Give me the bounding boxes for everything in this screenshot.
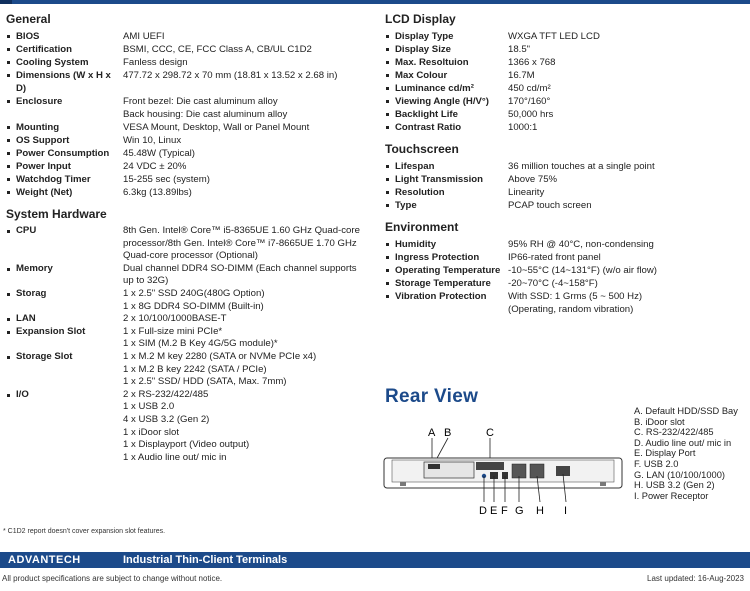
idoor-slot <box>428 464 440 469</box>
spec-label: Lifespan <box>385 160 508 173</box>
spec-label: Operating Temperature <box>385 264 508 277</box>
spec-row <box>385 264 747 277</box>
callout-letter: F <box>501 505 508 517</box>
environment-section <box>385 220 747 316</box>
spec-value: 1 x Full-size mini PCIe* 1 x SIM (M.2 B Key 4G/5G module)* <box>123 325 278 350</box>
legend-item: B. iDoor slot <box>634 416 685 427</box>
spec-row <box>385 95 747 108</box>
spec-row <box>385 251 747 264</box>
spec-row <box>6 56 378 69</box>
spec-value: 2 x RS-232/422/485 1 x USB 2.0 4 x USB 3.2 (Gen 2) 1 x iDoor slot 1 x Displayport (Video output) 1 x Audio line out/ mic in <box>123 388 250 463</box>
spec-row <box>385 277 747 290</box>
legend-item: I. Power Receptor <box>634 490 709 501</box>
spec-row <box>385 186 747 199</box>
callout-letter: A <box>428 427 436 439</box>
legend-item: H. USB 3.2 (Gen 2) <box>634 480 715 491</box>
section-title: LCD Display <box>385 12 456 26</box>
spec-label: Dimensions (W x H x D) <box>6 69 123 95</box>
callout-letter: G <box>515 505 524 517</box>
usb3-ports <box>530 464 544 478</box>
spec-row <box>6 147 378 160</box>
rear-view-diagram <box>380 424 630 520</box>
system-hardware-section <box>6 207 378 464</box>
spec-label: Viewing Angle (H/V°) <box>385 95 508 108</box>
callout-letter: B <box>444 427 452 439</box>
spec-value: AMI UEFI <box>123 31 165 42</box>
spec-value: Front bezel: Die cast aluminum alloy Back housing: Die cast aluminum alloy <box>123 96 288 120</box>
spec-row <box>6 160 378 173</box>
top-accent-notch <box>0 0 12 4</box>
spec-value: Linearity <box>508 187 545 198</box>
spec-value: 2 x 10/100/1000BASE-T <box>123 313 227 325</box>
right-column <box>385 12 747 324</box>
spec-row <box>385 290 747 316</box>
spec-value: 95% RH @ 40°C, non-condensing <box>508 239 654 250</box>
callout-letter: D <box>479 505 487 517</box>
spec-label: Humidity <box>385 238 508 251</box>
spec-value: Fanless design <box>123 57 188 68</box>
spec-value: VESA Mount, Desktop, Wall or Panel Mount <box>123 122 310 133</box>
legend-item: A. Default HDD/SSD Bay <box>634 406 738 416</box>
spec-value: 170°/160° <box>508 96 551 107</box>
callout-line <box>436 438 448 460</box>
spec-label: Enclosure <box>6 95 123 121</box>
spec-label: LAN <box>6 313 123 326</box>
spec-row <box>385 108 747 121</box>
spec-row <box>385 199 747 212</box>
spec-label: Memory <box>6 263 123 288</box>
spec-row <box>6 43 378 56</box>
spec-row <box>6 225 378 263</box>
spec-value: -20~70°C (-4~158°F) <box>508 278 598 289</box>
footnote: * C1D2 report doesn't cover expansion slot features. <box>3 528 166 535</box>
spec-row <box>6 121 378 134</box>
legend-item: G. LAN (10/100/1000) <box>634 469 725 480</box>
spec-label: OS Support <box>6 134 123 147</box>
spec-row <box>6 186 378 199</box>
spec-row <box>385 30 747 43</box>
legend-item: C. RS-232/422/485 <box>634 427 714 438</box>
spec-value: 24 VDC ± 20% <box>123 161 187 172</box>
rear-view-legend <box>634 406 738 501</box>
spec-row <box>385 238 747 251</box>
spec-value: 36 million touches at a single point <box>508 161 655 172</box>
spec-label: Display Type <box>385 30 508 43</box>
spec-row <box>6 326 378 351</box>
spec-value: PCAP touch screen <box>508 200 592 211</box>
spec-label: Max Colour <box>385 69 508 82</box>
spec-value: 45.48W (Typical) <box>123 148 195 159</box>
spec-label: Cooling System <box>6 56 123 69</box>
spec-label: Storage Temperature <box>385 277 508 290</box>
rs232-port <box>476 462 504 470</box>
spec-row <box>6 263 378 288</box>
disclaimer: All product specifications are subject to change without notice. <box>2 574 223 583</box>
spec-label: Contrast Ratio <box>385 121 508 134</box>
spec-label: Vibration Protection <box>385 290 508 316</box>
spec-value: Above 75% <box>508 174 558 185</box>
device-foot <box>600 482 606 486</box>
spec-row <box>6 95 378 121</box>
spec-label: Mounting <box>6 121 123 134</box>
spec-label: Ingress Protection <box>385 251 508 264</box>
spec-row <box>385 173 747 186</box>
section-title: General <box>6 12 51 26</box>
footer-bar <box>0 552 750 568</box>
last-updated: Last updated: 16-Aug-2023 <box>647 574 744 583</box>
legend-item: E. Display Port <box>634 448 696 459</box>
spec-value: WXGA TFT LED LCD <box>508 31 600 42</box>
spec-label: Expansion Slot <box>6 326 123 351</box>
spec-value: IP66-rated front panel <box>508 252 601 263</box>
callout-letter: I <box>564 505 568 517</box>
spec-label: Storage Slot <box>6 351 123 389</box>
device-foot <box>400 482 406 486</box>
spec-row <box>6 30 378 43</box>
spec-row <box>385 121 747 134</box>
section-title: Touchscreen <box>385 142 459 156</box>
spec-row <box>385 160 747 173</box>
spec-label: Storag <box>6 288 123 313</box>
spec-row <box>6 389 378 465</box>
spec-row <box>6 69 378 95</box>
touchscreen-section <box>385 142 747 212</box>
callout-letter: C <box>486 427 494 439</box>
spec-label: BIOS <box>6 30 123 43</box>
spec-value: -10~55°C (14~131°F) (w/o air flow) <box>508 265 657 276</box>
spec-value: 18.5" <box>508 44 531 55</box>
legend-item: D. Audio line out/ mic in <box>634 437 732 448</box>
spec-label: Display Size <box>385 43 508 56</box>
spec-value: 1366 x 768 <box>508 57 556 68</box>
spec-label: CPU <box>6 225 123 263</box>
spec-label: Watchdog Timer <box>6 173 123 186</box>
spec-value: With SSD: 1 Grms (5 ~ 500 Hz) (Operating, random vibration) <box>508 291 643 315</box>
lan-ports <box>512 464 526 478</box>
product-line-title: Industrial Thin-Client Terminals <box>123 554 288 566</box>
spec-label: Resolution <box>385 186 508 199</box>
spec-value: 1 x 2.5" SSD 240G(480G Option) 1 x 8G DDR4 SO-DIMM (Built-in) <box>123 287 265 312</box>
spec-label: Type <box>385 199 508 212</box>
spec-label: Certification <box>6 43 123 56</box>
spec-value: 15-255 sec (system) <box>123 174 210 185</box>
spec-value: 6.3kg (13.89lbs) <box>123 187 192 198</box>
spec-value: 50,000 hrs <box>508 109 554 120</box>
spec-row <box>6 288 378 313</box>
lcd-display-section <box>385 12 747 134</box>
spec-row <box>6 313 378 326</box>
spec-value: 477.72 x 298.72 x 70 mm (18.81 x 13.52 x 2.68 in) <box>123 70 338 81</box>
rear-view-title: Rear View <box>385 386 479 407</box>
spec-row <box>385 56 747 69</box>
section-title: System Hardware <box>6 207 107 221</box>
spec-row <box>385 82 747 95</box>
spec-row <box>6 173 378 186</box>
spec-value: 16.7M <box>508 70 535 81</box>
section-title: Environment <box>385 220 459 234</box>
spec-label: Weight (Net) <box>6 186 123 199</box>
spec-label: Power Input <box>6 160 123 173</box>
spec-value: 450 cd/m² <box>508 83 551 94</box>
brand-logo: ADVANTECH <box>8 554 81 566</box>
spec-row <box>6 351 378 389</box>
spec-label: Luminance cd/m² <box>385 82 508 95</box>
legend-item: F. USB 2.0 <box>634 458 679 469</box>
general-section <box>6 12 378 199</box>
spec-value: Win 10, Linux <box>123 135 182 146</box>
spec-label: I/O <box>6 389 123 465</box>
spec-row <box>6 134 378 147</box>
spec-value: 1000:1 <box>508 122 538 133</box>
top-accent-bar <box>0 0 750 4</box>
spec-value: BSMI, CCC, CE, FCC Class A, CB/UL C1D2 <box>123 44 312 55</box>
spec-value: Dual channel DDR4 SO-DIMM (Each channel supports up to 32G) <box>123 262 357 287</box>
spec-label: Max. Resoltuion <box>385 56 508 69</box>
spec-value: 1 x M.2 M key 2280 (SATA or NVMe PCIe x4) 1 x M.2 B key 2242 (SATA / PCIe) 1 x 2.5" SSD/ HDD (SATA, Max. 7mm) <box>123 350 317 388</box>
callout-letter: E <box>490 505 498 517</box>
left-column <box>6 12 378 472</box>
spec-value: 8th Gen. Intel® Core™ i5-8365UE 1.60 GHz Quad-core processor/8th Gen. Intel® Core™ i7-8665UE 1.70 GHz Quad-core processor (Optional) <box>123 225 360 262</box>
spec-label: Power Consumption <box>6 147 123 160</box>
spec-label: Light Transmission <box>385 173 508 186</box>
spec-row <box>385 43 747 56</box>
spec-row <box>385 69 747 82</box>
spec-label: Backlight Life <box>385 108 508 121</box>
callout-letter: H <box>536 505 544 517</box>
